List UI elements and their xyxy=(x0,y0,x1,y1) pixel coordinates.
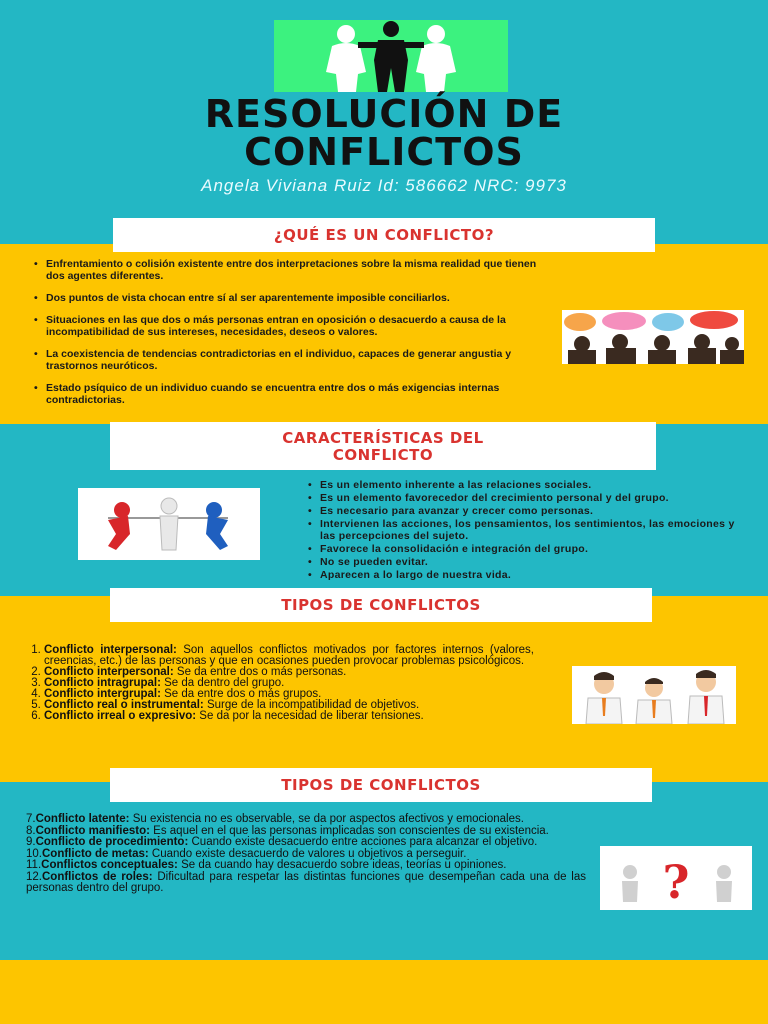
section2-list xyxy=(304,479,738,582)
section-header-types-2 xyxy=(110,768,652,802)
handshake-people-icon xyxy=(274,20,508,92)
list-item: • Situaciones en las que dos o más personas entran en oposición o desacuerdo a causa de la incompatibilidad de sus intereses, necesidades, deseos o valores. xyxy=(46,314,540,338)
list-item: • Enfrentamiento o colisión existente entre dos interpretaciones sobre la misma realidad que tienen dos agentes diferentes. xyxy=(46,258,540,282)
section-title: TIPOS DE CONFLICTOS xyxy=(281,596,481,614)
list-item: 3. Conflicto intragrupal: Se da dentro del grupo. xyxy=(44,678,534,689)
page-title-line1: RESOLUCIÓN DE xyxy=(204,92,564,136)
arguing-businessmen-icon xyxy=(572,666,736,724)
section-title-line2: CONFLICTO xyxy=(332,446,434,464)
section-header-types-1 xyxy=(110,588,652,622)
section-title-line1: CARACTERÍSTICAS DEL xyxy=(282,429,484,447)
list-item: 12.Conflictos de roles: Dificultad para respetar las distintas funciones que desempeñan cada una de las personas dentro del grupo. xyxy=(26,870,586,894)
list-item: • Intervienen las acciones, los pensamientos, los sentimientos, las emociones y las percepciones del sujeto. xyxy=(320,518,738,542)
list-item: • No se pueden evitar. xyxy=(320,556,738,568)
speech-bubbles-crowd-icon xyxy=(562,310,744,364)
svg-text:?: ? xyxy=(662,855,690,909)
list-item: • Dos puntos de vista chocan entre sí al ser aparentemente imposible conciliarlos. xyxy=(46,292,540,304)
question-mark-people-icon xyxy=(600,846,752,910)
list-item: 10.Conflicto de metas: Cuando existe desacuerdo de valores u objetivos a perseguir. xyxy=(26,847,467,860)
page-title-line2: CONFLICTOS xyxy=(244,130,524,174)
section-header-what-is-conflict xyxy=(113,218,655,252)
footer-band xyxy=(0,960,768,1024)
list-item: • Es un elemento favorecedor del crecimiento personal y del grupo. xyxy=(320,492,738,504)
list-item: • Es necesario para avanzar y crecer como personas. xyxy=(320,505,738,517)
list-item: 1. Conflicto interpersonal: Son aquellos conflictos motivados por factores internos (valores, creencias, etc.) de las personas y que en ocasiones pueden provocar problemas psicológicos. xyxy=(44,645,534,667)
section1-list xyxy=(30,258,540,416)
list-item: 7.Conflicto latente: Su existencia no es observable, se da por aspectos afectivos y emocionales. xyxy=(26,813,524,825)
author-line: Angela Viviana Ruiz Id: 586662 NRC: 9973 xyxy=(201,176,567,195)
list-item: 9.Conflicto de procedimiento: Cuando existe desacuerdo entre acciones para alcanzar el objetivo. xyxy=(26,836,538,848)
section-title: ¿QUÉ ES UN CONFLICTO? xyxy=(273,226,495,244)
list-item: • Estado psíquico de un individuo cuando se encuentra entre dos o más exigencias internas contradictorias. xyxy=(46,382,540,406)
list-item: 11.Conflictos conceptuales: Se da cuando hay desacuerdo sobre ideas, teorías u opiniones. xyxy=(26,859,507,871)
list-item: • Es un elemento inherente a las relaciones sociales. xyxy=(320,479,738,491)
list-item: 5. Conflicto real o instrumental: Surge de la incompatibilidad de objetivos. xyxy=(44,700,534,711)
list-item: • La coexistencia de tendencias contradictorias en el individuo, capaces de generar angustia y trastornos neuróticos. xyxy=(46,348,540,372)
list-item: 4. Conflicto intergrupal: Se da entre dos o más grupos. xyxy=(44,689,534,700)
section-title: TIPOS DE CONFLICTOS xyxy=(281,776,481,794)
list-item: • Aparecen a lo largo de nuestra vida. xyxy=(320,569,738,581)
list-item: 8.Conflicto manifiesto: Es aquel en el que las personas implicadas son conscientes de su existencia. xyxy=(26,824,549,837)
list-item: 2. Conflicto interpersonal: Se da entre dos o más personas. xyxy=(44,667,534,678)
section4-list xyxy=(26,814,586,895)
list-item: • Favorece la consolidación e integración del grupo. xyxy=(320,543,738,555)
tug-of-war-icon xyxy=(78,488,260,560)
section3-list xyxy=(0,645,534,722)
list-item: 6. Conflicto irreal o expresivo: Se da por la necesidad de liberar tensiones. xyxy=(44,711,534,722)
section-header-characteristics xyxy=(110,422,656,470)
